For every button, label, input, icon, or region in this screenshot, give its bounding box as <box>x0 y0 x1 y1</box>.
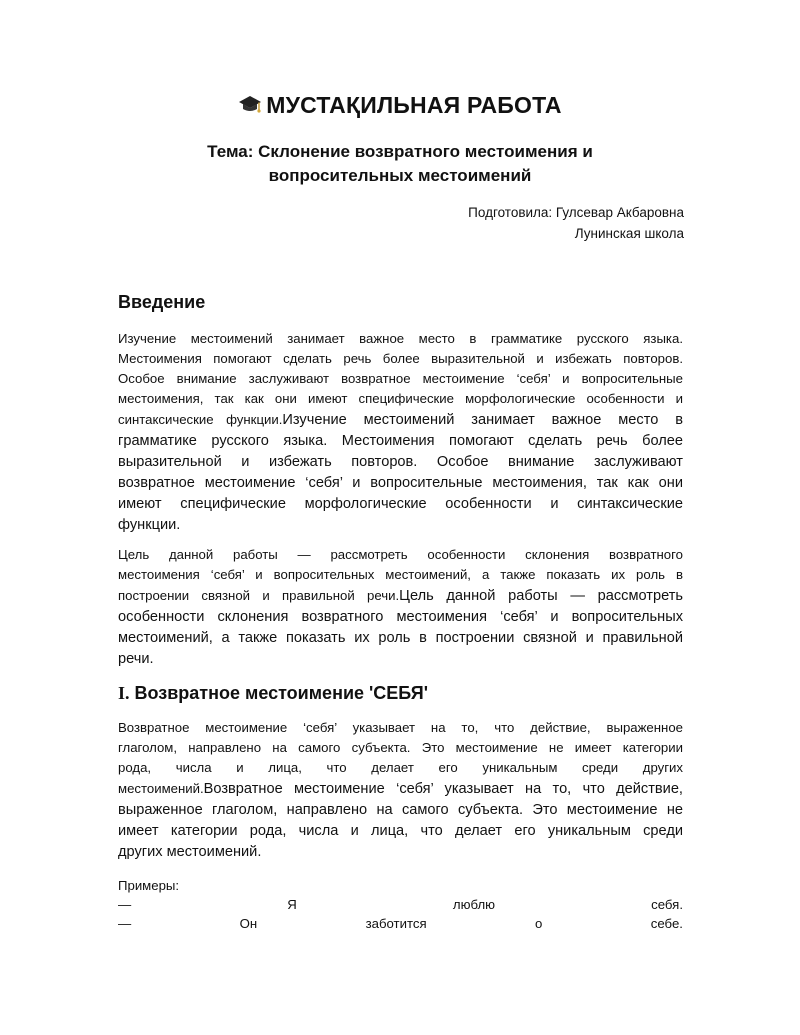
intro-paragraph-1 <box>118 329 683 536</box>
example-word: Он <box>239 916 258 931</box>
section-title: Возвратное местоимение 'СЕБЯ' <box>134 683 429 703</box>
section-number: I. <box>118 683 130 703</box>
text-line: других местоимений. <box>118 844 262 860</box>
example-word: заботится <box>365 916 427 931</box>
text-line: особенности склонения возвратного местоимения ‘себя’ и вопросительных <box>118 609 683 625</box>
text-line-mixed <box>118 409 683 431</box>
text-line: выраженное глаголом, направлено на самого субъекта. Это местоимение не <box>118 802 683 818</box>
intro-paragraph-2 <box>118 545 683 670</box>
example-word: — <box>118 916 132 931</box>
example-row-1 <box>118 897 683 912</box>
example-word: себя. <box>651 897 683 912</box>
topic-line: вопросительных местоимений <box>268 166 532 185</box>
text-line: местоимения, так как они имеют специфические морфологические особенности и <box>118 391 683 406</box>
example-word: люблю <box>452 897 496 912</box>
text-line: глаголом, направлено на самого субъекта. Это местоимение не имеет категории <box>118 740 683 755</box>
text-fragment: Цель данной работы — рассмотреть <box>399 588 684 604</box>
text-line: местоимений, а также показать их роль в построении связной и правильной <box>118 630 683 646</box>
document-title <box>0 92 800 122</box>
text-line: выразительной и избежать повторов. Особое внимание заслуживают <box>118 454 683 470</box>
intro-heading: Введение <box>118 292 206 312</box>
topic-line: Тема: Склонение возвратного местоимения и <box>207 142 593 161</box>
text-fragment: Возвратное местоимение ‘себя’ указывает на то, что действие, <box>203 781 683 797</box>
graduation-cap-icon <box>238 94 262 122</box>
author-school: Лунинская школа <box>574 226 684 241</box>
example-row-2 <box>118 916 683 931</box>
section-1-heading <box>118 683 428 704</box>
example-word: — <box>118 897 132 912</box>
text-line: Особое внимание заслуживают возвратное местоимение ‘себя’ и вопросительные <box>118 371 683 386</box>
text-line: речи. <box>118 651 154 667</box>
text-line: Цель данной работы — рассмотреть особенности склонения возвратного <box>118 547 683 562</box>
text-line: возвратное местоимение ‘себя’ и вопросительные местоимения, так как они <box>118 475 683 491</box>
section-1-paragraph <box>118 718 683 863</box>
text-line: местоимения ‘себя’ и вопросительных местоимений, а также показать их роль в <box>118 567 683 582</box>
text-line: Возвратное местоимение ‘себя’ указывает на то, что действие, выраженное <box>118 720 683 735</box>
text-fragment: Изучение местоимений занимает важное место в <box>282 412 683 428</box>
example-word: себе. <box>650 916 683 931</box>
topic-heading <box>150 140 650 188</box>
text-fragment: построении связной и правильной речи. <box>118 588 400 603</box>
text-line: Местоимения помогают сделать речь более выразительной и избежать повторов. <box>118 351 683 366</box>
text-line: функции. <box>118 517 181 533</box>
text-line: грамматике русского языка. Местоимения помогают сделать речь более <box>118 433 683 449</box>
author-name: Подготовила: Гулсевар Акбаровна <box>468 205 684 220</box>
text-line-mixed <box>118 585 683 607</box>
text-fragment: синтаксические функции. <box>118 412 283 427</box>
text-line: имеет категории рода, числа и лица, что делает его уникальным среди <box>118 823 683 839</box>
text-line: имеют специфические морфологические особенности и синтаксические <box>118 496 683 512</box>
text-fragment: местоимений. <box>118 781 204 796</box>
examples-label: Примеры: <box>118 878 180 893</box>
title-text: МУСТАҚИЛЬНАЯ РАБОТА <box>266 92 562 118</box>
text-line: Изучение местоимений занимает важное место в грамматике русского языка. <box>118 331 683 346</box>
text-line-mixed <box>118 778 683 800</box>
author-block <box>468 202 684 244</box>
example-word: Я <box>287 897 297 912</box>
example-word: о <box>535 916 543 931</box>
text-line: рода, числа и лица, что делает его уникальным среди других <box>118 760 683 775</box>
